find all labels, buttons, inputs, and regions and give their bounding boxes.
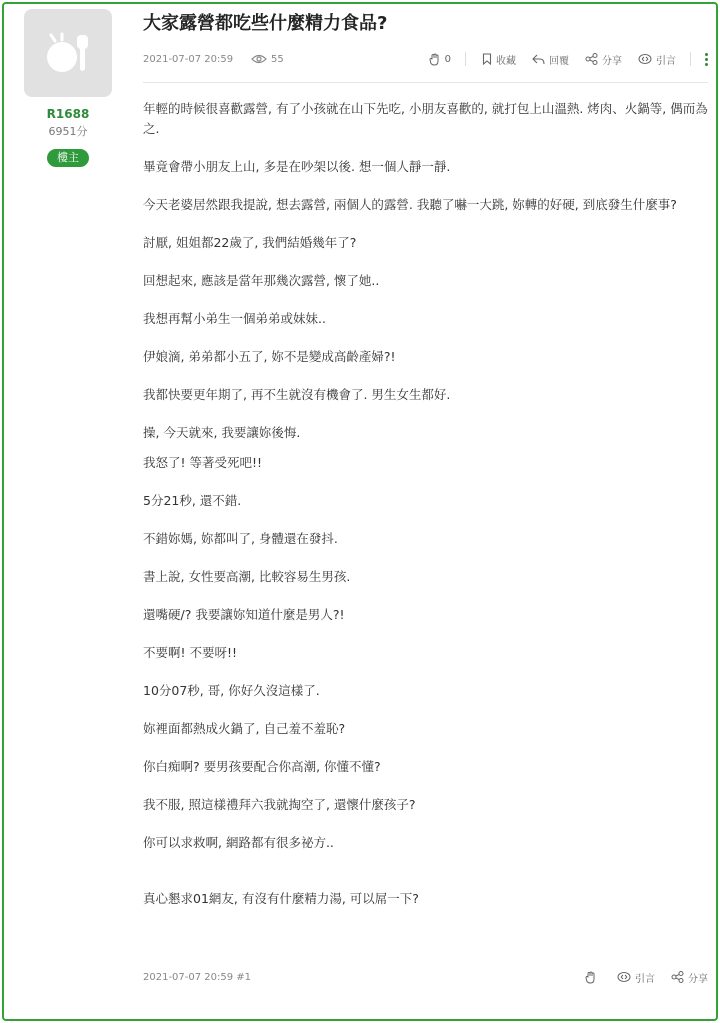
op-badge: 樓主 [47,149,89,167]
post-paragraph: 我不服, 照這樣禮拜六我就掏空了, 還懷什麼孩子? [143,797,416,812]
author-score: 6951分 [48,125,88,138]
eye-icon [251,54,267,64]
clap-icon [429,53,441,66]
author-panel [22,9,114,167]
view-count [251,54,284,65]
header-divider [143,82,708,83]
post-paragraph: 年輕的時候很喜歡露營, 有了小孩就在山下先吃, 小朋友喜歡的, 就打包上山溫熱. 烤肉、火鍋等, 偶而為之. [143,101,708,136]
favorite-label: 收藏 [496,55,516,67]
post-paragraph: 討厭, 姐姐都22歲了, 我們結婚幾年了? [143,235,357,250]
footer-like-button[interactable] [585,971,601,984]
post-meta [143,50,708,68]
view-count-value: 55 [271,53,284,65]
footer-timestamp[interactable]: 2021-07-07 20:59 #1 [143,971,252,983]
avatar[interactable] [24,9,112,97]
post-paragraph: 我怒了! 等著受死吧!! [143,455,263,470]
post-paragraph: 我都快要更年期了, 再不生就沒有機會了. 男生女生都好. [143,387,451,402]
kebab-dot [705,63,708,66]
footer-actions [569,970,708,985]
footer-share-label: 分享 [688,973,708,985]
footer-quote-button[interactable] [617,970,655,985]
post-footer [143,968,708,986]
avatar-placeholder-icon [42,31,94,75]
share-label: 分享 [602,55,622,67]
post-title: 大家露營都吃些什麼精力食品? [143,13,388,34]
share-icon [585,53,598,65]
action-divider [465,52,466,66]
post-paragraph: 伊娘滴, 弟弟都小五了, 妳不是變成高齡產婦?! [143,349,396,364]
clap-icon [585,971,597,984]
footer-quote-label: 引言 [635,973,655,985]
post-paragraph: 操, 今天就來, 我要讓妳後悔. [143,425,301,440]
like-count: 0 [444,53,451,65]
like-button[interactable] [429,53,451,66]
quote-label: 引言 [656,55,676,67]
post-timestamp: 2021-07-07 20:59 [143,53,234,65]
post-paragraph: 書上說, 女性要高潮, 比較容易生男孩. [143,569,351,584]
quote-icon [617,971,631,983]
footer-share-button[interactable] [671,970,708,985]
reply-icon [532,54,545,65]
post-body [143,99,708,909]
post-paragraph: 10分07秒, 哥, 你好久沒這樣了. [143,683,320,698]
post-paragraph: 妳裡面都熱成火鍋了, 自己羞不羞恥? [143,721,346,736]
post-paragraph: 不錯妳媽, 妳都叫了, 身體還在發抖. [143,531,338,546]
post-paragraph: 5分21秒, 還不錯. [143,493,242,508]
post-paragraph: 你可以求救啊, 網路都有很多祕方.. [143,835,334,850]
bookmark-icon [482,53,492,65]
post-paragraph: 你白痴啊? 要男孩要配合你高潮, 你懂不懂? [143,759,381,774]
post-actions [413,50,708,68]
post-paragraph: 我想再幫小弟生一個弟弟或妹妹.. [143,311,326,326]
reply-label: 回覆 [549,55,569,67]
share-icon [671,971,684,983]
kebab-dot [705,58,708,61]
post-paragraph: 真心懇求01網友, 有沒有什麼精力湯, 可以屌一下? [143,891,419,906]
post-paragraph: 畢竟會帶小朋友上山, 多是在吵架以後. 想一個人靜一靜. [143,159,451,174]
post-paragraph: 還嘴硬/? 我要讓妳知道什麼是男人?! [143,607,345,622]
more-options-icon[interactable] [705,53,708,66]
post-frame [2,2,718,1021]
favorite-button[interactable] [482,52,516,67]
author-name[interactable]: R1688 [46,107,90,121]
post-paragraph: 今天老婆居然跟我提說, 想去露營, 兩個人的露營. 我聽了嚇一大跳, 妳轉的好硬, 到底發生什麼事? [143,197,677,212]
action-divider [690,52,691,66]
kebab-dot [705,53,708,56]
share-button[interactable] [585,52,622,67]
post-paragraph: 回想起來, 應該是當年那幾次露營, 懷了她.. [143,273,380,288]
post-main [143,4,708,909]
post-paragraph: 不要啊! 不要呀!! [143,645,238,660]
quote-button[interactable] [638,52,676,67]
quote-icon [638,53,652,65]
reply-button[interactable] [532,52,569,67]
